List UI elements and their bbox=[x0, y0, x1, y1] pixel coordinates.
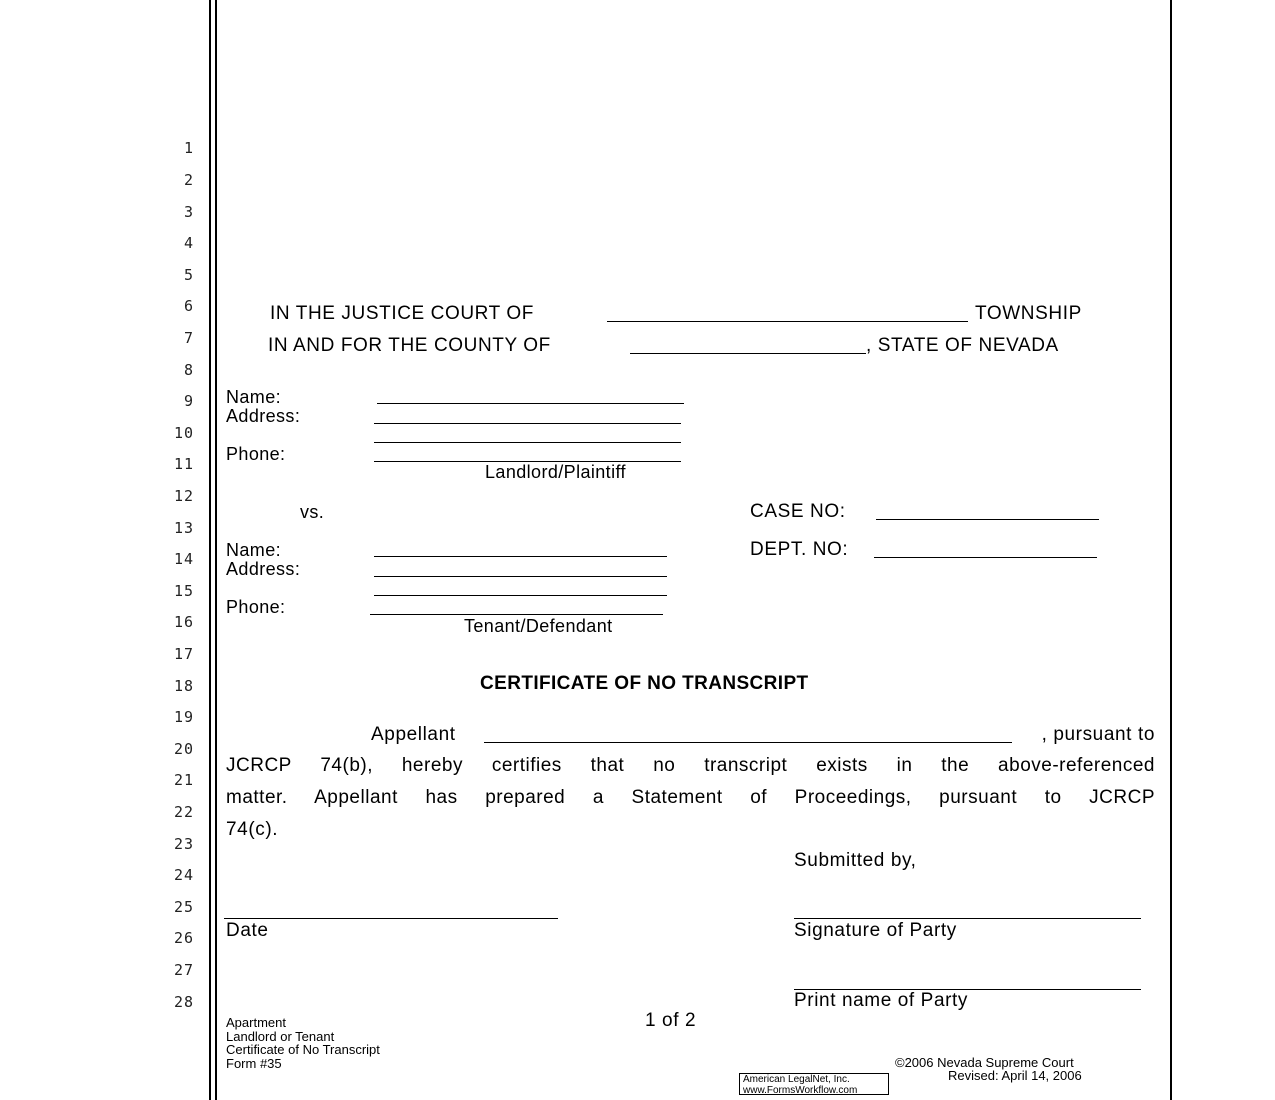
plaintiff-address-field[interactable] bbox=[374, 423, 681, 424]
line-number: 12 bbox=[173, 487, 194, 505]
defendant-phone-field[interactable] bbox=[370, 614, 663, 615]
line-number: 28 bbox=[173, 993, 194, 1011]
left-margin-rule-inner bbox=[215, 0, 217, 1100]
line-number: 25 bbox=[173, 898, 194, 916]
line-number: 21 bbox=[173, 771, 194, 789]
plaintiff-address-field-2[interactable] bbox=[374, 442, 681, 443]
line-number: 4 bbox=[183, 234, 194, 252]
line-number: 14 bbox=[173, 550, 194, 568]
line-number: 10 bbox=[173, 424, 194, 442]
defendant-address-field[interactable] bbox=[374, 576, 667, 577]
copyright-text: ©2006 Nevada Supreme Court bbox=[895, 1055, 1074, 1070]
line-number: 20 bbox=[173, 740, 194, 758]
line-number: 17 bbox=[173, 645, 194, 663]
defendant-name-field[interactable] bbox=[374, 556, 667, 557]
line-number: 13 bbox=[173, 519, 194, 537]
form-info-line: Form #35 bbox=[226, 1055, 282, 1071]
body-line-4: 74(c). bbox=[226, 819, 279, 840]
dept-no-label: DEPT. NO: bbox=[750, 539, 849, 560]
plaintiff-role-label: Landlord/Plaintiff bbox=[485, 462, 626, 482]
county-field[interactable] bbox=[630, 353, 866, 354]
revised-date: Revised: April 14, 2006 bbox=[948, 1068, 1082, 1083]
line-number: 16 bbox=[173, 613, 194, 631]
line-number: 26 bbox=[173, 929, 194, 947]
line-number: 19 bbox=[173, 708, 194, 726]
line-number: 18 bbox=[173, 677, 194, 695]
page-number: 1 of 2 bbox=[645, 1010, 697, 1031]
pursuant-to-text: , pursuant to bbox=[1041, 724, 1155, 745]
plaintiff-name-field[interactable] bbox=[377, 403, 684, 404]
form-info-line: Apartment bbox=[226, 1015, 286, 1030]
defendant-role-label: Tenant/Defendant bbox=[464, 616, 613, 636]
line-number: 22 bbox=[173, 803, 194, 821]
print-name-label: Print name of Party bbox=[794, 990, 969, 1011]
document-title: CERTIFICATE OF NO TRANSCRIPT bbox=[480, 673, 809, 694]
appellant-label: Appellant bbox=[371, 724, 456, 745]
defendant-name-label: Name: bbox=[226, 540, 282, 560]
form-info-line: Certificate of No Transcript bbox=[226, 1042, 380, 1057]
township-field[interactable] bbox=[607, 321, 968, 322]
body-line-3: matter. Appellant has prepared a Statement of Proceedings, pursuant to JCRCP bbox=[226, 787, 1155, 808]
line-number: 6 bbox=[183, 297, 194, 315]
line-number: 9 bbox=[183, 392, 194, 410]
left-margin-rule-outer bbox=[209, 0, 211, 1100]
line-number: 24 bbox=[173, 866, 194, 884]
right-margin-rule bbox=[1170, 0, 1172, 1100]
body-line-2: JCRCP 74(b), hereby certifies that no transcript exists in the above-referenced bbox=[226, 755, 1155, 776]
versus-label: vs. bbox=[300, 502, 325, 522]
line-number: 3 bbox=[183, 203, 194, 221]
case-no-field[interactable] bbox=[876, 519, 1099, 520]
state-label: , STATE OF NEVADA bbox=[866, 335, 1059, 356]
appellant-name-field[interactable] bbox=[484, 742, 1012, 743]
line-number: 11 bbox=[173, 455, 194, 473]
defendant-address-field-2[interactable] bbox=[374, 595, 667, 596]
form-info-line: Landlord or Tenant bbox=[226, 1028, 335, 1044]
signature-label: Signature of Party bbox=[794, 920, 957, 941]
logo-line-2: www.FormsWorkflow.com bbox=[743, 1084, 858, 1096]
forms-workflow-logo[interactable] bbox=[739, 1073, 889, 1095]
plaintiff-address-label: Address: bbox=[226, 406, 301, 426]
defendant-phone-label: Phone: bbox=[226, 597, 286, 617]
line-number: 5 bbox=[183, 266, 194, 284]
date-label: Date bbox=[226, 920, 269, 941]
signature-field[interactable] bbox=[794, 918, 1141, 919]
plaintiff-name-label: Name: bbox=[226, 387, 282, 407]
line-number: 27 bbox=[173, 961, 194, 979]
court-caption-label: IN THE JUSTICE COURT OF bbox=[270, 303, 534, 324]
line-number: 2 bbox=[183, 171, 194, 189]
line-number: 7 bbox=[183, 329, 194, 347]
case-no-label: CASE NO: bbox=[750, 501, 846, 522]
logo-line-1: American LegalNet, Inc. bbox=[743, 1074, 850, 1085]
date-field[interactable] bbox=[224, 918, 558, 919]
defendant-address-label: Address: bbox=[226, 559, 301, 579]
township-label: TOWNSHIP bbox=[975, 303, 1082, 324]
county-caption-label: IN AND FOR THE COUNTY OF bbox=[268, 335, 551, 356]
line-number: 23 bbox=[173, 835, 194, 853]
plaintiff-phone-label: Phone: bbox=[226, 444, 286, 464]
line-number: 15 bbox=[173, 582, 194, 600]
form-info bbox=[226, 1016, 380, 1070]
line-number: 1 bbox=[183, 139, 194, 157]
submitted-by-label: Submitted by, bbox=[794, 850, 917, 871]
dept-no-field[interactable] bbox=[874, 557, 1097, 558]
line-number: 8 bbox=[183, 361, 194, 379]
